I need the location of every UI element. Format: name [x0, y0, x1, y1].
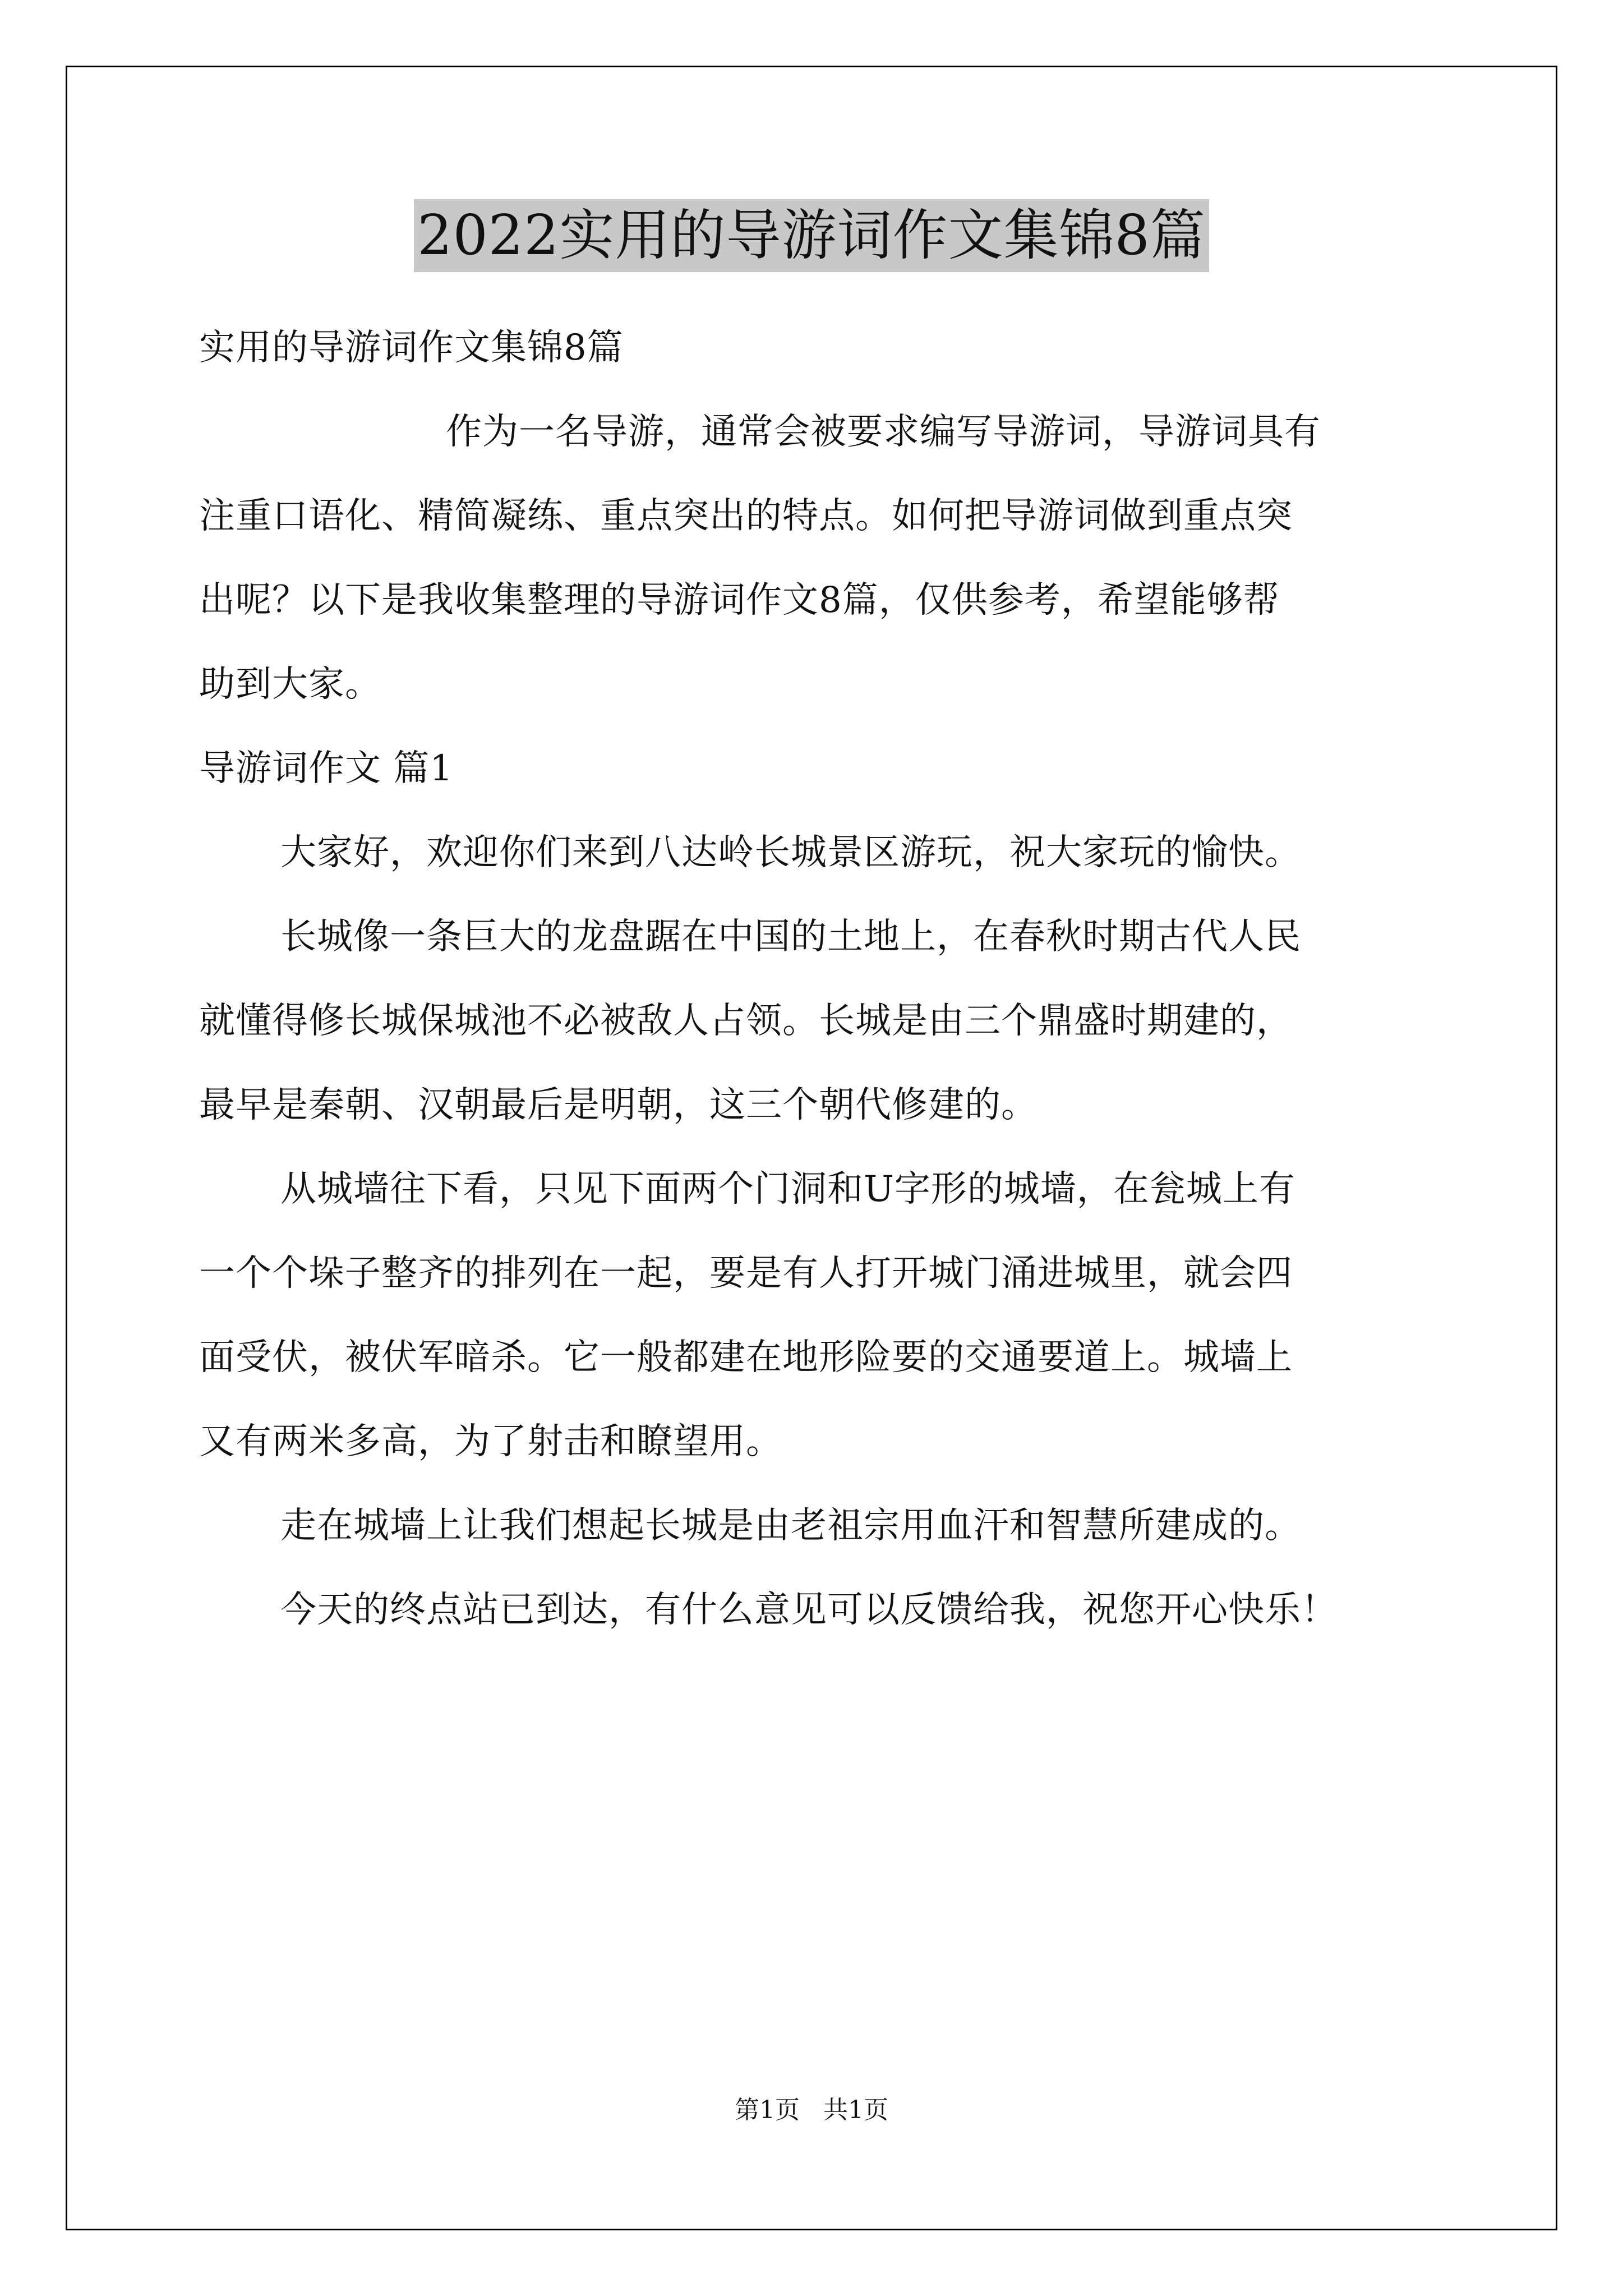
paragraph-line: 今天的终点站已到达，有什么意见可以反馈给我，祝您开心快乐！: [280, 1589, 1338, 1631]
paragraph-line: 就懂得修长城保城池不必被敌人占领。长城是由三个鼎盛时期建的，: [199, 1000, 1293, 1042]
paragraph-reflection: [199, 1484, 1433, 1568]
paragraph-line: 大家好，欢迎你们来到八达岭长城景区游玩，祝大家玩的愉快。: [280, 832, 1301, 873]
title-container: [0, 199, 1623, 272]
paragraph-line: 面受伏，被伏军暗杀。它一般都建在地形险要的交通要道上。城墙上: [199, 1337, 1293, 1378]
document-title: 2022实用的导游词作文集锦8篇: [414, 199, 1209, 272]
paragraph-closing: [199, 1568, 1433, 1652]
intro-line: 出呢？以下是我收集整理的导游词作文8篇，仅供参考，希望能够帮: [199, 579, 1280, 621]
paragraph-line: 一个个垛子整齐的排列在一起，要是有人打开城门涌进城里，就会四: [199, 1253, 1293, 1294]
intro-paragraph: [199, 390, 1433, 726]
paragraph-welcome: [199, 811, 1433, 895]
paragraph-line: 从城墙往下看，只见下面两个门洞和U字形的城墙，在瓮城上有: [280, 1168, 1295, 1210]
paragraph-line: 走在城墙上让我们想起长城是由老祖宗用血汗和智慧所建成的。: [280, 1505, 1301, 1547]
intro-line: 助到大家。: [199, 664, 381, 705]
document-body: [199, 306, 1433, 1652]
paragraph-history: [199, 895, 1433, 1147]
paragraph-wall-view: [199, 1147, 1433, 1484]
paragraph-line: 长城像一条巨大的龙盘踞在中国的土地上，在春秋时期古代人民: [280, 916, 1301, 958]
paragraph-line: 又有两米多高，为了射击和瞭望用。: [199, 1421, 782, 1462]
document-subtitle: 实用的导游词作文集锦8篇: [199, 327, 624, 369]
intro-line: 作为一名导游，通常会被要求编写导游词，导游词具有: [446, 411, 1321, 453]
paragraph-line: 最早是秦朝、汉朝最后是明朝，这三个朝代修建的。: [199, 1084, 1038, 1126]
section-heading: 导游词作文 篇1: [199, 748, 454, 789]
page-footer: 第1页 共1页: [735, 2096, 888, 2124]
intro-line: 注重口语化、精简凝练、重点突出的特点。如何把导游词做到重点突: [199, 495, 1293, 537]
